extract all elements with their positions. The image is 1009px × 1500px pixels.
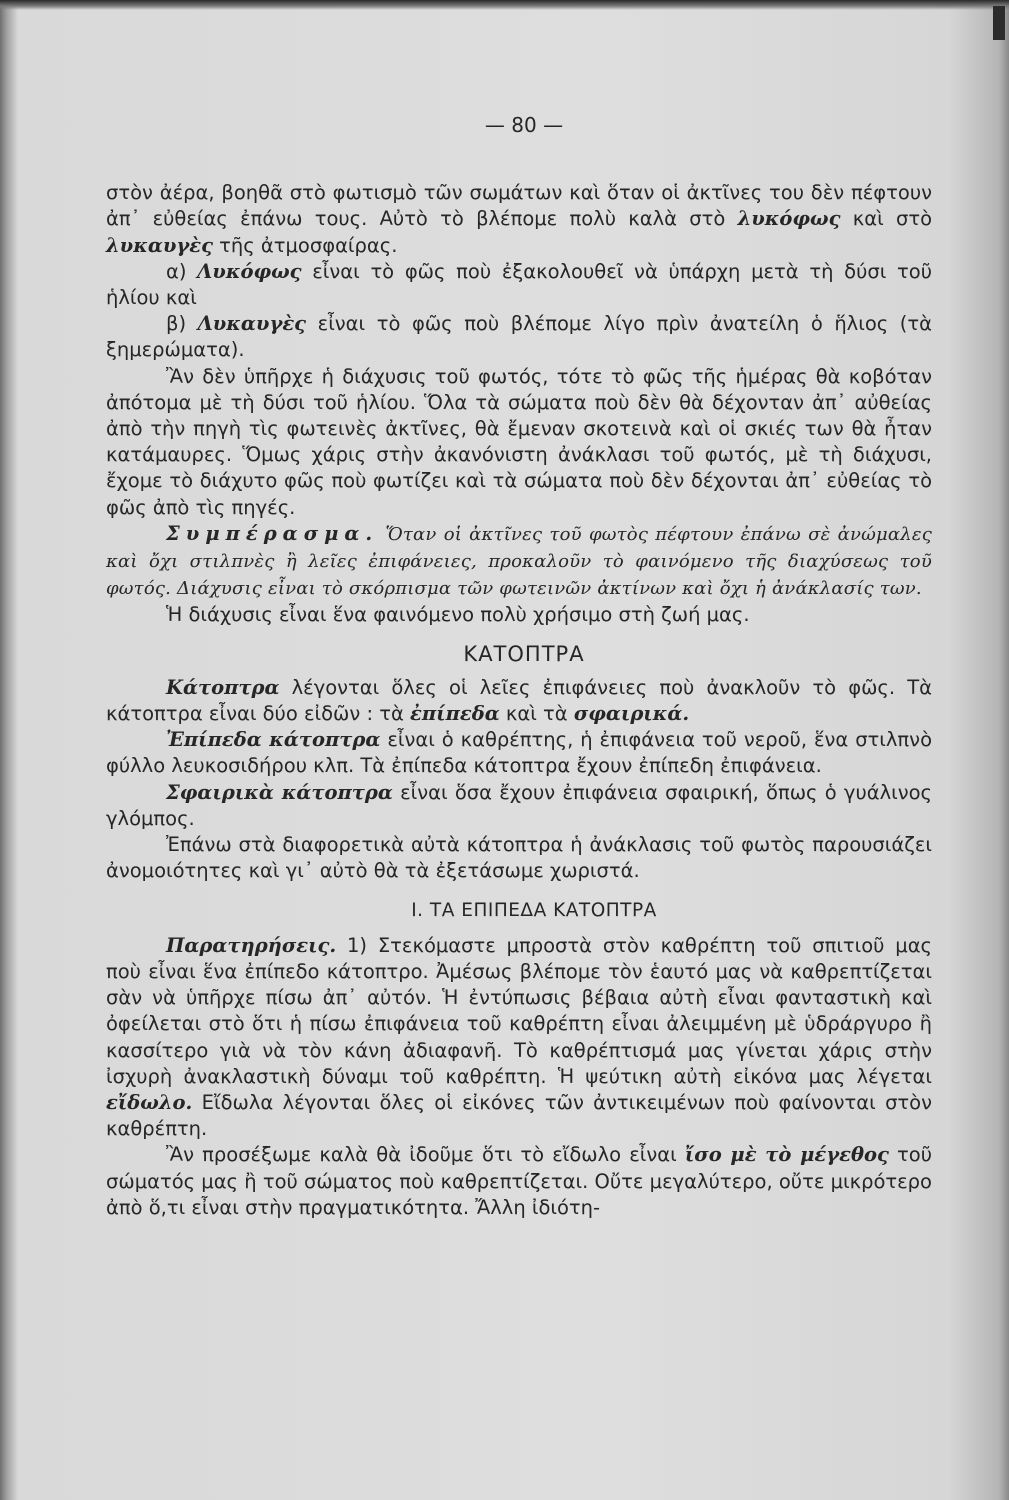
paragraph-useful: Ἡ διάχυσις εἶναι ἕνα φαινόμενο πολὺ χρήσιμο στὴ ζωή μας. [166, 603, 750, 627]
conclusion-label: Συμπέρασμα. [166, 521, 379, 545]
term-mirrors: Κάτοπτρα [166, 675, 280, 699]
conclusion [106, 521, 932, 603]
term-plane-mirrors: Ἐπίπεδα κάτοπτρα [166, 728, 381, 752]
definition-b-term: Λυκαυγὲς [197, 312, 307, 336]
scan-top-edge [0, 0, 1009, 10]
term-equal-size: ἴσο μὲ τὸ μέγεθος [684, 1143, 889, 1167]
term-observations: Παρατηρήσεις. [166, 933, 337, 957]
term-spherical-mirrors: Σφαιρικὰ κάτοπτρα [166, 780, 393, 804]
heading-mirrors: ΚΑΤΟΠΤΡΑ [463, 641, 585, 666]
paragraph-diffusion: Ἂν δὲν ὑπῆρχε ἡ διάχυσις τοῦ φωτός, τότε τὸ φῶς τῆς ἡμέρας θὰ κοβόταν ἀπότομα μὲ τὴ δύσι τοῦ ἡλίου. Ὅλα τὰ σώματα ποὺ δὲν θὰ δέχονταν ἀπ᾽ αὐθείας ἀπὸ τὴν πηγὴ τὶς φωτεινὲς ἀκτῖνες, θὰ ἔμεναν σκοτεινὰ καὶ οἱ σκιές των θὰ ἦταν κατάμαυρες. Ὅμως χάρις στὴν ἀκανόνιστη ἀνάκλασι τοῦ φωτός, μὲ τὴ διάχυσι, ἔχομε τὸ διάχυτο φῶς ποὺ φωτίζει καὶ τὰ σώματα ποὺ δὲν δέχονται ἀπ᾽ εὐθείας τὸ φῶς ἀπὸ τὶς πηγές. [106, 364, 932, 519]
page-number: — 80 — [484, 113, 564, 137]
conclusion-text: Ὅταν οἱ ἀκτῖνες τοῦ φωτὸς πέφτουν ἐπάνω σὲ ἀνώμαλες καὶ ὄχι στιλπνὲς ἢ λεῖες ἐπιφάνειες, προκαλοῦν τὸ φαινόμενο τῆς διαχύσεως τοῦ φωτός. Διάχυσις εἶναι τὸ σκόρπισμα τῶν φωτεινῶν ἀκτίνων καὶ ὄχι ἡ ἀνάκλασίς των. [106, 523, 932, 600]
paragraph-mirrors-definition: Κάτοπτρα λέγονται ὅλες οἱ λεῖες ἐπιφάνειες ποὺ ἀνακλοῦν τὸ φῶς. Τὰ κάτοπτρα εἶναι δύο εἰδῶν : τὰ ἐπίπεδα καὶ τὰ σφαιρικά. [106, 675, 932, 726]
definition-b: β) Λυκαυγὲς εἶναι τὸ φῶς ποὺ βλέπομε λίγο πρὶν ἀνατείλη ὁ ἥλιος (τὰ ξημερώματα). [106, 312, 932, 362]
term-spherical: σφαιρικά. [573, 702, 690, 726]
paragraph-image-size: Ἂν προσέξωμε καλὰ θὰ ἰδοῦμε ὅτι τὸ εἴδωλο εἶναι ἴσο μὲ τὸ μέγεθος τοῦ σώματός μας ἢ τοῦ σώματος ποὺ καθρεπτίζεται. Οὔτε μεγαλύτερο, οὔτε μικρότερο ἀπὸ ὅ,τι εἶναι στὴν πραγματικότητα. Ἄλλη ἰδιότη- [106, 1143, 932, 1219]
page-content [106, 112, 932, 1221]
paragraph-spherical-mirrors: Σφαιρικὰ κάτοπτρα εἶναι ὅσα ἔχουν ἐπιφάνεια σφαιρική, ὅπως ὁ γυάλινος γλόμπος. [106, 780, 932, 830]
definition-a-term: Λυκόφως [197, 259, 302, 283]
scan-corner-mark [993, 6, 1005, 40]
paragraph-observations: Παρατηρήσεις. 1) Στεκόμαστε μπροστὰ στὸν καθρέπτη τοῦ σπιτιοῦ μας ποὺ εἶναι ἕνα ἐπίπεδο κάτοπτρο. Ἀμέσως βλέπομε τὸν ἑαυτό μας νὰ καθρεπτίζεται σὰν νὰ ὑπῆρχε πίσω ἀπ᾽ αὐτόν. Ἡ ἐντύπωσις βέβαια αὐτὴ εἶναι φανταστικὴ καὶ ὀφείλεται στὸ ὅτι ἡ πίσω ἐπιφάνεια τοῦ καθρέπτη εἶναι ἀλειμμένη μὲ ὑδράργυρο ἢ κασσίτερο γιὰ νὰ τὸν κάνη ἀδιαφανῆ. Τὸ καθρέπτισμά μας γίνεται χάρις στὴν ἰσχυρὴ ἀνακλαστικὴ δύναμι τοῦ καθρέπτη. Ἡ ψεύτικη αὐτὴ εἰκόνα μας λέγεται εἴδωλο. Εἴδωλα λέγονται ὅλες οἱ εἰκόνες τῶν ἀντικειμένων ποὺ φαίνονται στὸν καθρέπτη. [106, 933, 932, 1141]
term-eidolo: εἴδωλο. [106, 1090, 193, 1114]
paragraph-separately: Ἐπάνω στὰ διαφορετικὰ αὐτὰ κάτοπτρα ἡ ἀνάκλασις τοῦ φωτὸς παρουσιάζει ἀνομοιότητες καὶ γι᾽ αὐτὸ θὰ τὰ ἐξετάσωμε χωριστά. [106, 833, 932, 883]
term-plane: ἐπίπεδα [410, 702, 500, 726]
definition-a: α) Λυκόφως εἶναι τὸ φῶς ποὺ ἐξακολουθεῖ νὰ ὑπάρχη μετὰ τὴ δύσι τοῦ ἡλίου καὶ [106, 259, 932, 310]
heading-plane-mirrors: Ι. ΤΑ ΕΠΙΠΕΔΑ ΚΑΤΟΠΤΡΑ [411, 900, 657, 922]
term-lykofos: λυκόφως [737, 207, 841, 231]
term-lykavges: λυκαυγὲς [106, 233, 213, 257]
paragraph-continuation: στὸν ἀέρα, βοηθᾶ στὸ φωτισμὸ τῶν σωμάτων καὶ ὅταν οἱ ἀκτῖνες του δὲν πέφτουν ἀπ᾽ εὐθείας ἐπάνω τους. Αὐτὸ τὸ βλέπομε πολὺ καλὰ στὸ λυκόφως καὶ στὸ λυκαυγὲς τῆς ἀτμοσφαίρας. [106, 181, 932, 257]
paragraph-plane-mirrors: Ἐπίπεδα κάτοπτρα εἶναι ὁ καθρέπτης, ἡ ἐπιφάνεια τοῦ νεροῦ, ἕνα στιλπνὸ φύλλο λευκοσιδήρου κλπ. Τὰ ἐπίπεδα κάτοπτρα ἔχουν ἐπίπεδη ἐπιφάνεια. [106, 728, 932, 778]
